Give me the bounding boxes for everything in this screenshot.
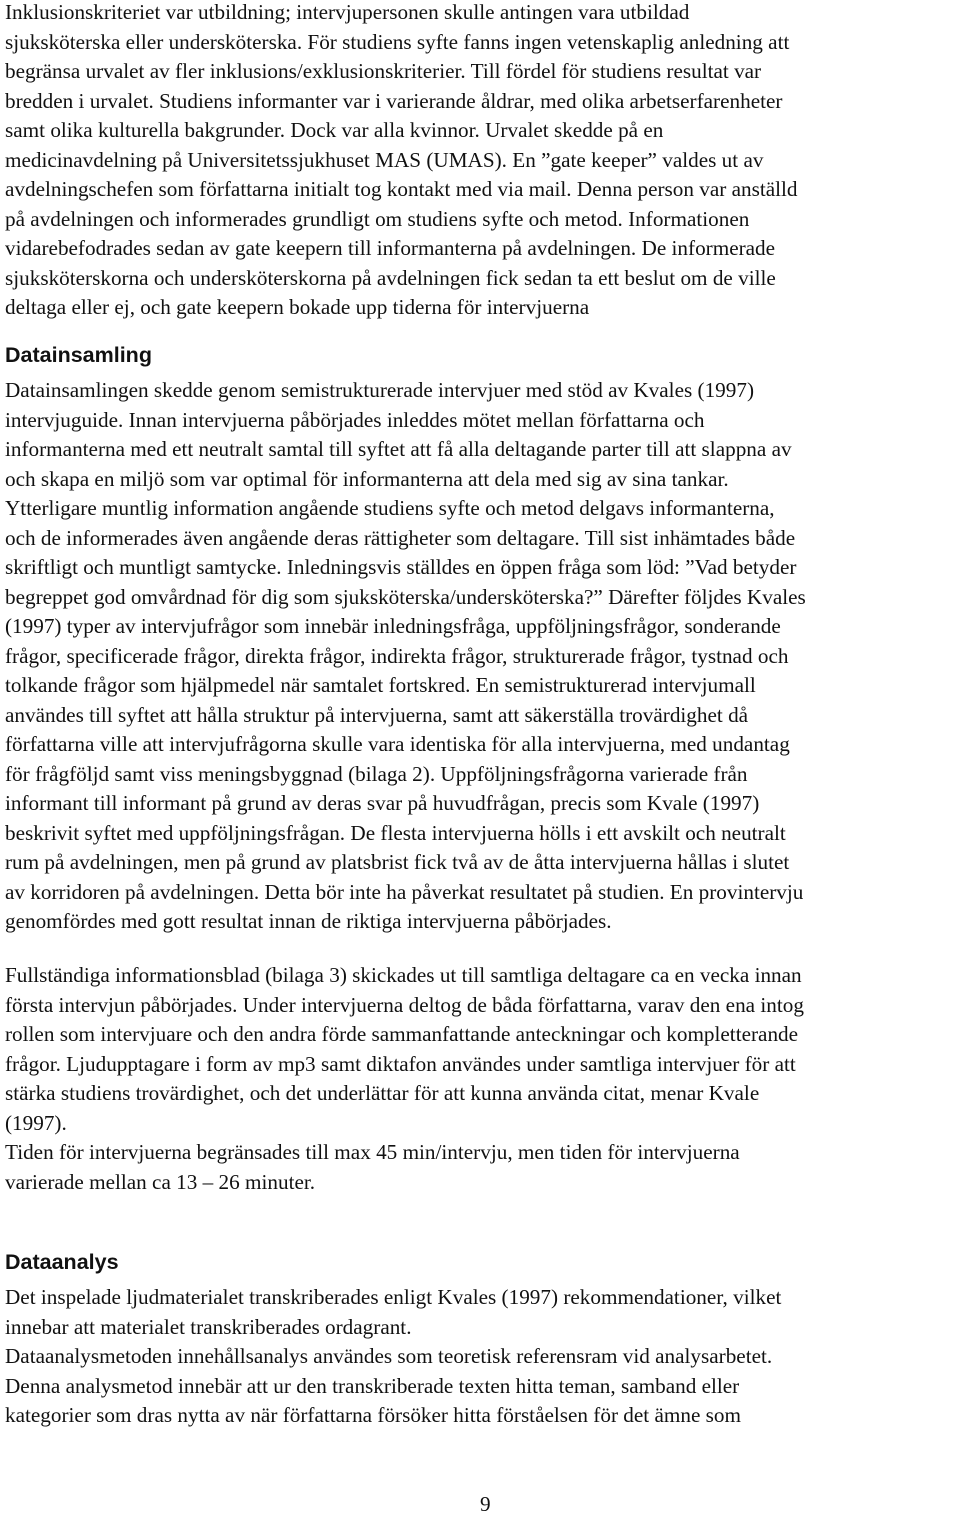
text-line: Det inspelade ljudmaterialet transkriberades enligt Kvales (1997) rekommendationer, vilket xyxy=(5,1285,782,1309)
text-line: frågor. Ljudupptagare i form av mp3 samt diktafon användes under samtliga intervjuer för att xyxy=(5,1051,796,1076)
text-line: kategorier som dras nytta av när författarna försöker hitta förståelsen för det ämne som xyxy=(5,1403,741,1427)
text-line: begreppet god omvårdnad för dig som sjuksköterska/undersköterska?” Därefter följdes Kvales xyxy=(5,584,806,609)
text-line: Tiden för intervjuerna begränsades till max 45 min/intervju, men tiden för intervjuerna xyxy=(5,1140,740,1164)
section-heading-datainsamling: Datainsamling xyxy=(5,343,152,367)
page-number: 9 xyxy=(480,1492,491,1516)
text-line: användes till syftet att hålla struktur på intervjuerna, samt att säkerställa trovärdighet då xyxy=(5,702,749,727)
text-line: vidarebefodrades sedan av gate keepern till informanterna på avdelningen. De informerade xyxy=(5,236,776,260)
text-line: första intervjun påbörjades. Under intervjuerna deltog de båda författarna, varav den ena intog xyxy=(5,992,804,1017)
text-line: Datainsamlingen skedde genom semistrukturerade intervjuer med stöd av Kvales (1997) xyxy=(5,378,755,402)
paragraph-datainsamling xyxy=(5,376,955,937)
text-line: av korridoren på avdelningen. Detta bör inte ha påverkat resultatet på studien. En provintervju xyxy=(5,879,804,904)
text-line: Denna analysmetod innebär att ur den transkriberade texten hitta teman, samband eller xyxy=(5,1373,740,1398)
paragraph-urval xyxy=(5,0,955,323)
text-line: begränsa urvalet av fler inklusions/exklusionskriterier. Till fördel för studiens resultat var xyxy=(5,59,762,83)
text-line: deltaga eller ej, och gate keepern bokade upp tiderna för intervjuerna xyxy=(5,295,590,319)
text-line: informant till informant på grund av deras svar på huvudfrågan, precis som Kvale (1997) xyxy=(5,791,760,815)
paragraph-intervjuer xyxy=(5,961,955,1197)
text-line: författarna ville att intervjufrågorna skulle vara identiska för alla intervjuerna, med undantag xyxy=(5,732,790,756)
text-line: sjuksköterska eller undersköterska. För studiens syfte fanns ingen vetenskaplig anledning att xyxy=(5,29,790,54)
text-line: Inklusionskriteriet var utbildning; intervjupersonen skulle antingen vara utbildad xyxy=(5,0,690,24)
text-line: Fullständiga informationsblad (bilaga 3) skickades ut till samtliga deltagare ca en vecka innan xyxy=(5,963,802,987)
text-line: varierade mellan ca 13 – 26 minuter. xyxy=(5,1169,316,1194)
text-line: genomfördes med gott resultat innan de riktiga intervjuerna påbörjades. xyxy=(5,909,612,933)
text-line: beskrivit syftet med uppföljningsfrågan. De flesta intervjuerna hölls i ett avskilt och neutralt xyxy=(5,820,786,845)
text-line: stärka studiens trovärdighet, och det underlättar för att kunna använda citat, menar Kvale xyxy=(5,1081,760,1105)
text-line: och de informerades även angående deras rättigheter som deltagare. Till sist inhämtades både xyxy=(5,525,796,550)
text-line: (1997). xyxy=(5,1110,67,1135)
text-line: skriftligt och muntligt samtycke. Inledningsvis ställdes en öppen fråga som löd: ”Vad betyder xyxy=(5,555,797,579)
text-line: innebar att materialet transkriberades ordagrant. xyxy=(5,1314,412,1339)
text-line: på avdelningen och informerades grundligt om studiens syfte och metod. Informationen xyxy=(5,206,750,231)
text-line: intervjuguide. Innan intervjuerna påbörjades inleddes mötet mellan författarna och xyxy=(5,407,705,432)
text-line: samt olika kulturella bakgrunder. Dock var alla kvinnor. Urvalet skedde på en xyxy=(5,118,664,142)
text-line: medicinavdelning på Universitetssjukhuset MAS (UMAS). En ”gate keeper” valdes ut av xyxy=(5,147,764,172)
text-line: sjuksköterskorna och undersköterskorna på avdelningen fick sedan ta ett beslut om de ville xyxy=(5,265,776,290)
text-line: frågor, specificerade frågor, direkta frågor, indirekta frågor, strukturerade frågor, tystnad och xyxy=(5,643,789,668)
text-line: (1997) typer av intervjufrågor som innebär inledningsfråga, uppföljningsfrågor, sonderande xyxy=(5,614,781,638)
document-page xyxy=(5,0,955,1515)
text-line: tolkande frågor som hjälpmedel när samtalet fortskred. En semistrukturerad intervjumall xyxy=(5,673,756,697)
text-line: och skapa en miljö som var optimal för informanterna att dela med sig av sina tankar. xyxy=(5,466,729,491)
text-line: Ytterligare muntlig information angående studiens syfte och metod delgavs informanterna, xyxy=(5,496,775,520)
paragraph-dataanalys xyxy=(5,1283,955,1431)
text-line: informanterna med ett neutralt samtal till syftet att få alla deltagande parter till att slappna av xyxy=(5,437,792,461)
text-line: Dataanalysmetoden innehållsanalys användes som teoretisk referensram vid analysarbetet. xyxy=(5,1344,773,1368)
text-line: rum på avdelningen, men på grund av platsbrist fick två av de åtta intervjuerna hållas i slutet xyxy=(5,850,790,874)
text-line: rollen som intervjuare och den andra förde sammanfattande anteckningar och kompletterande xyxy=(5,1022,799,1046)
text-line: bredden i urvalet. Studiens informanter var i varierande åldrar, med olika arbetserfarenheter xyxy=(5,88,783,113)
text-line: avdelningschefen som författarna initialt tog kontakt med via mail. Denna person var anställd xyxy=(5,177,798,201)
section-heading-dataanalys: Dataanalys xyxy=(5,1250,119,1274)
text-line: för frågföljd samt viss meningsbyggnad (bilaga 2). Uppföljningsfrågorna varierade från xyxy=(5,761,748,786)
